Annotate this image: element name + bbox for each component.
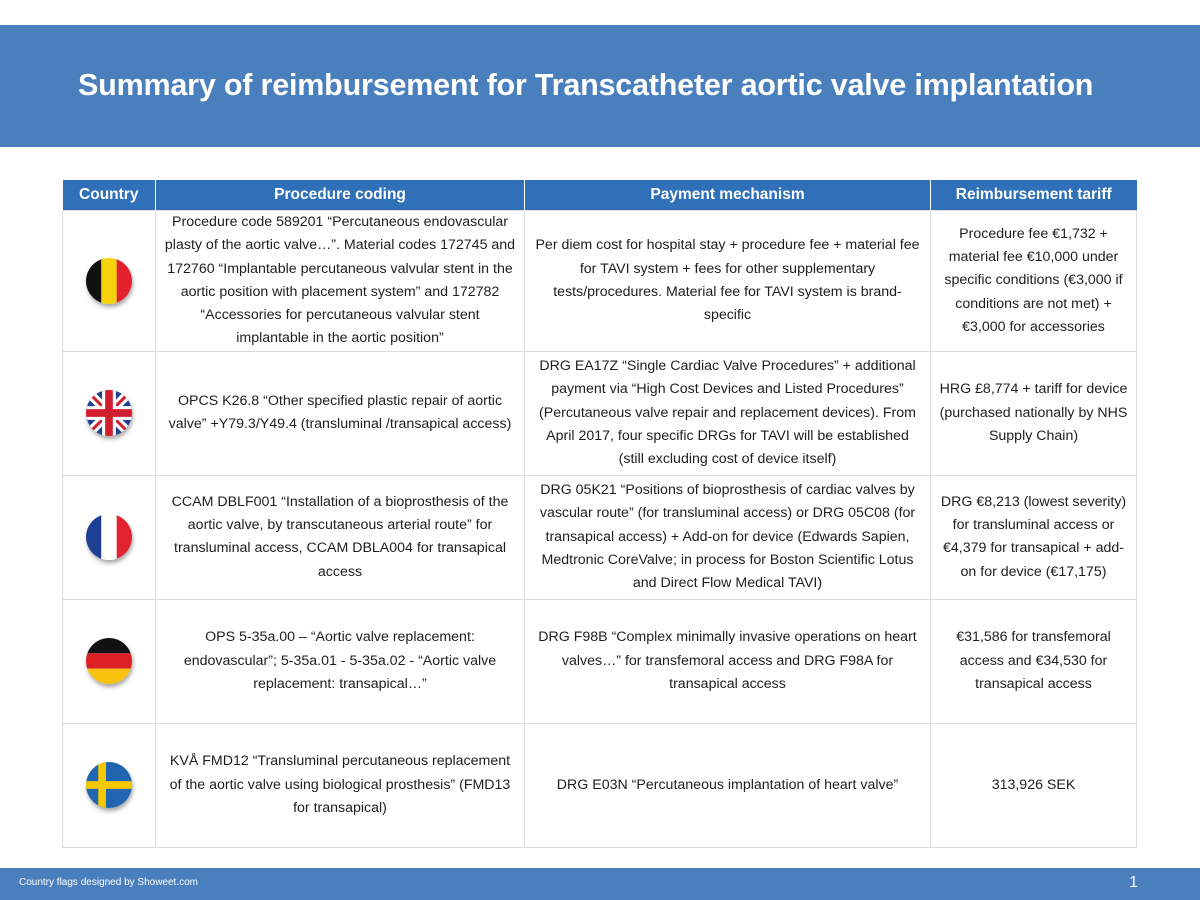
reimbursement-tariff-cell: DRG €8,213 (lowest severity) for transluminal access or €4,379 for transapical + add-on for device (€17,175) [931,475,1137,599]
country-cell [63,211,156,352]
column-header-procedure-coding: Procedure coding [156,180,525,211]
procedure-coding-cell: OPCS K26.8 “Other specified plastic repair of aortic valve” +Y79.3/Y49.4 (transluminal /transapical access) [156,351,525,475]
footer-bar [0,868,1200,900]
table-row-belgium [63,211,1137,352]
sweden-flag-icon [86,762,132,808]
payment-mechanism-cell: DRG EA17Z “Single Cardiac Valve Procedures” + additional payment via “High Cost Devices and Listed Procedures” (Percutaneous valve repair and replacement devices). From April 2017, four specific DRGs for TAVI will be established (still excluding cost of device itself) [525,351,931,475]
united-kingdom-flag-icon [86,390,132,436]
table-row-united-kingdom [63,351,1137,475]
table-row-germany [63,599,1137,723]
procedure-coding-cell: OPS 5-35a.00 – “Aortic valve replacement: endovascular”; 5-35a.01 - 5-35a.02 - “Aortic valve replacement: transapical…” [156,599,525,723]
procedure-coding-cell: Procedure code 589201 “Percutaneous endovascular plasty of the aortic valve…”. Material codes 172745 and 172760 “Implantable percutaneous valvular stent in the aortic position with placement system” and 172782 “Accessories for percutaneous valvular stent implantable in the aortic position” [156,211,525,352]
reimbursement-tariff-cell: €31,586 for transfemoral access and €34,530 for transapical access [931,599,1137,723]
reimbursement-table [62,180,1137,848]
column-header-country: Country [63,180,156,211]
table-header-row [63,180,1137,211]
reimbursement-tariff-cell: Procedure fee €1,732 + material fee €10,000 under specific conditions (€3,000 if conditions are not met) + €3,000 for accessories [931,211,1137,352]
payment-mechanism-cell: DRG F98B “Complex minimally invasive operations on heart valves…” for transfemoral access and DRG F98A for transapical access [525,599,931,723]
page-title: Summary of reimbursement for Transcatheter aortic valve implantation [78,68,1094,102]
table-row-sweden [63,723,1137,847]
germany-flag-icon [86,638,132,684]
payment-mechanism-cell: Per diem cost for hospital stay + procedure fee + material fee for TAVI system + fees for other supplementary tests/procedures. Material fee for TAVI system is brand-specific [525,211,931,352]
procedure-coding-cell: CCAM DBLF001 “Installation of a bioprosthesis of the aortic valve, by transcutaneous arterial route” for transluminal access, CCAM DBLA004 for transapical access [156,475,525,599]
column-header-payment-mechanism: Payment mechanism [525,180,931,211]
flag-credit-note: Country flags designed by Showeet.com [19,877,198,888]
country-cell [63,351,156,475]
reimbursement-tariff-cell: HRG £8,774 + tariff for device (purchased nationally by NHS Supply Chain) [931,351,1137,475]
table-row-france [63,475,1137,599]
payment-mechanism-cell: DRG 05K21 “Positions of bioprosthesis of cardiac valves by vascular route” (for transluminal access) or DRG 05C08 (for transapical access) + Add-on for device (Edwards Sapien, Medtronic CoreValve; in process for Boston Scientific Lotus and Direct Flow Medical TAVI) [525,475,931,599]
reimbursement-tariff-cell: 313,926 SEK [931,723,1137,847]
payment-mechanism-cell: DRG E03N “Percutaneous implantation of heart valve” [525,723,931,847]
procedure-coding-cell: KVÅ FMD12 “Transluminal percutaneous replacement of the aortic valve using biological prosthesis” (FMD13 for transapical) [156,723,525,847]
country-cell [63,599,156,723]
title-bar [0,25,1200,147]
country-cell [63,475,156,599]
country-cell [63,723,156,847]
column-header-reimbursement-tariff: Reimbursement tariff [931,180,1137,211]
belgium-flag-icon [86,258,132,304]
page-number: 1 [1129,874,1138,891]
france-flag-icon [86,514,132,560]
